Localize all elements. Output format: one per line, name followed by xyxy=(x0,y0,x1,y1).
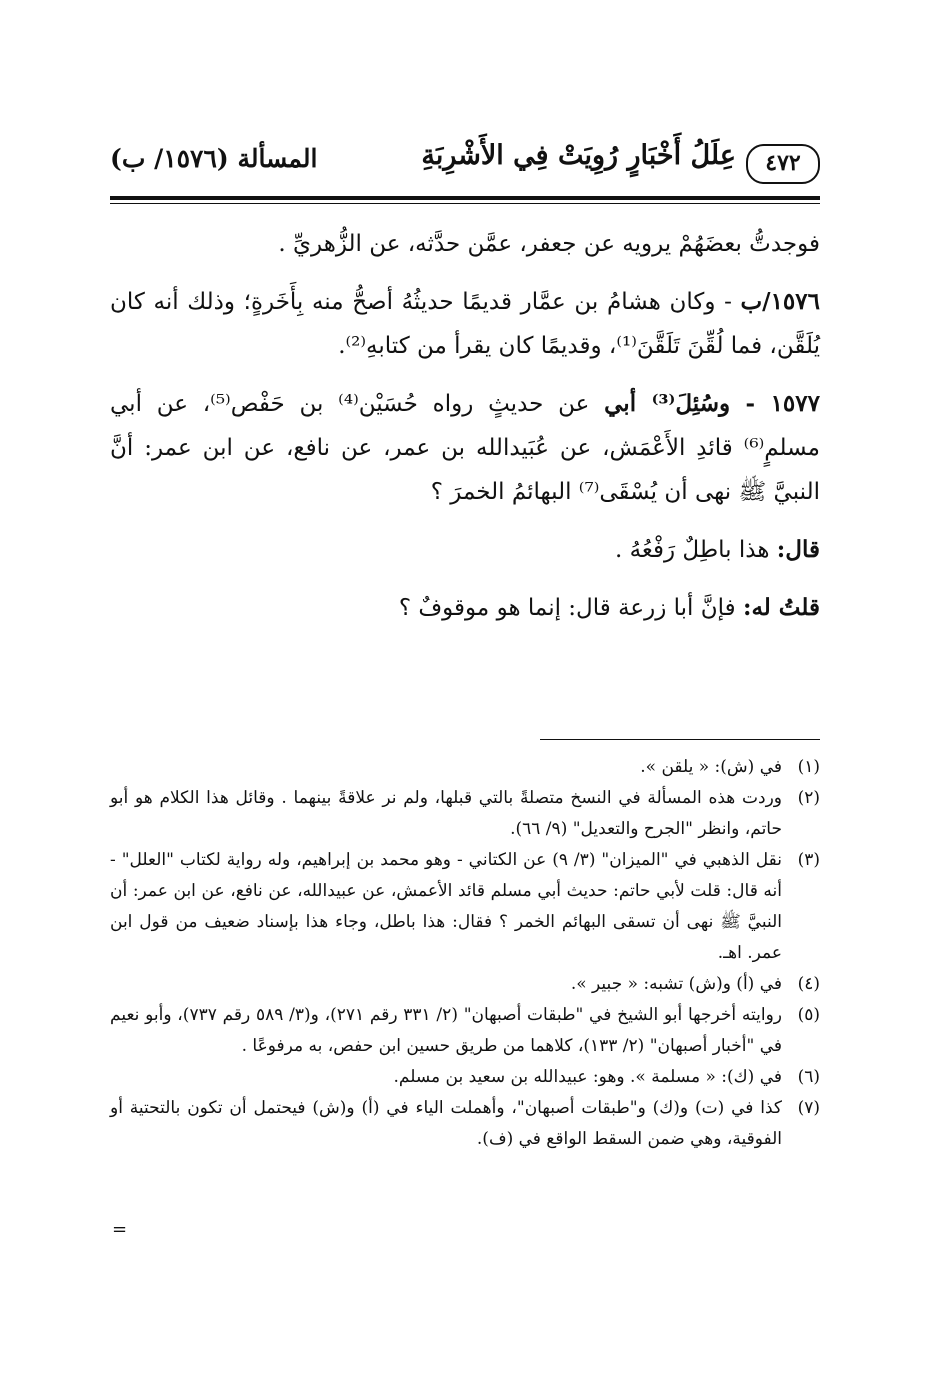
page-number-badge: ٤٧٢ xyxy=(746,144,820,184)
main-text xyxy=(110,222,820,630)
entry-text: عن حديثٍ رواه حُسَيْن⁽⁴⁾ بن حَفْص⁽⁵⁾، عن أبي مسلمٍ⁽⁶⁾ قائدِ الأَعْمَش، عن عُبَيدالله بن عمر، عن نافع، عن ابن عمر: أنَّ النبيَّ ﷺ نهى أن يُسْقَى⁽⁷⁾ البهائمُ الخمرَ ؟ xyxy=(110,391,820,505)
paragraph-text: فوجدتُّ بعضَهُمْ يرويه عن جعفر، عمَّن حدَّثه، عن الزُّهريِّ . xyxy=(278,231,820,257)
answer-qal xyxy=(110,528,820,572)
footnote-text: نقل الذهبي في "الميزان" (٣/ ٩) عن الكتاني - وهو محمد بن إبراهيم، وله رواية لكتاب "العلل" - أنه قال: قلت لأبي حاتم: حديث أبي مسلم قائد الأعمش، عن عبيدالله، عن نافع، عن ابن عمر: أن النبيَّ ﷺ نهى أن تسقى البهائم الخمر ؟ فقال: هذا باطل، وجاء هذا بإسناد ضعيف من قول ابن عمر. اهـ. xyxy=(110,850,782,963)
footnote-text: كذا في (ت) و(ك) و"طبقات أصبهان"، وأهملت الياء في (أ) و(ش) فيحتمل أن تكون بالتحتية أو الفوقية، وهي ضمن السقط الواقع في (ف). xyxy=(110,1098,782,1149)
footnote xyxy=(110,1093,820,1155)
footnote xyxy=(110,783,820,845)
footnote-number: (٥) xyxy=(797,1005,820,1025)
footnote xyxy=(110,752,820,783)
entry-1577 xyxy=(110,382,820,514)
continuation-mark: = xyxy=(112,1219,128,1240)
footnote-text: روايته أخرجها أبو الشيخ في "طبقات أصبهان" (٢/ ٣٣١ رقم ٢٧١)، و(٣/ ٥٨٩ رقم ٧٣٧)، وأبو نعيم في "أخبار أصبهان" (٢/ ١٣٣)، كلاهما من طريق حسين ابن حفص، به مرفوعًا . xyxy=(110,1005,782,1056)
footnote-number: (٣) xyxy=(797,850,820,870)
footnote-number: (٦) xyxy=(797,1067,820,1087)
footnote xyxy=(110,1000,820,1062)
footnote-number: (٤) xyxy=(797,974,820,994)
footnote-number: (٧) xyxy=(797,1098,820,1118)
entry-text: - وكان هشامُ بن عمَّار قديمًا حديثُهُ أصحُّ منه بِأَخَرةٍ؛ وذلك أنه كان يُلَقَّن، فما لُقِّنَ تَلَقَّنَ⁽¹⁾، وقديمًا كان يقرأ من كتابهِ⁽²⁾. xyxy=(110,289,820,359)
footnote-number: (٢) xyxy=(797,788,820,808)
entry-number: ١٥٧٦/ب xyxy=(740,288,820,315)
entry-number: ١٥٧٧ xyxy=(770,390,820,417)
answer-text: هذا باطِلٌ رَفْعُهُ . xyxy=(614,537,777,563)
question-qultu xyxy=(110,586,820,630)
footnote xyxy=(110,969,820,1000)
footnote-text: في (ك): « مسلمة ». وهو: عبيدالله بن سعيد بن مسلم. xyxy=(393,1067,782,1087)
header-rule-thick xyxy=(110,196,820,200)
speaker-label: قلتُ له: xyxy=(742,594,820,621)
footnote-text: في (ش): « يلقن ». xyxy=(640,757,782,777)
page-header xyxy=(110,138,820,188)
footnote xyxy=(110,1062,820,1093)
question-text: فإنَّ أبا زرعة قال: إنما هو موقوفٌ ؟ xyxy=(398,595,743,621)
masala-label: المسألة (١٥٧٦/ ب) xyxy=(110,144,318,173)
footnote-text: في (أ) و(ش) تشبه: « جبير ». xyxy=(570,974,782,994)
header-rule-thin xyxy=(110,203,820,204)
footnote xyxy=(110,845,820,969)
entry-lead: - وسُئِلَ⁽³⁾ أبي xyxy=(604,390,771,417)
footnote-text: وردت هذه المسألة في النسخ متصلةً بالتي قبلها، ولم نر علاقةً بينهما . وقائل هذا الكلام هو أبو حاتم، وانظر "الجرح والتعديل" (٩/ ٦٦). xyxy=(110,788,782,839)
footnote-separator xyxy=(540,739,820,740)
running-title: عِلَلُ أَخْبَارٍ رُوِيَتْ فِي الأَشْرِبَةِ xyxy=(421,140,736,171)
footnotes xyxy=(110,752,820,1155)
entry-1576b xyxy=(110,280,820,368)
speaker-label: قال: xyxy=(776,536,820,563)
footnote-number: (١) xyxy=(797,757,820,777)
paragraph xyxy=(110,222,820,266)
